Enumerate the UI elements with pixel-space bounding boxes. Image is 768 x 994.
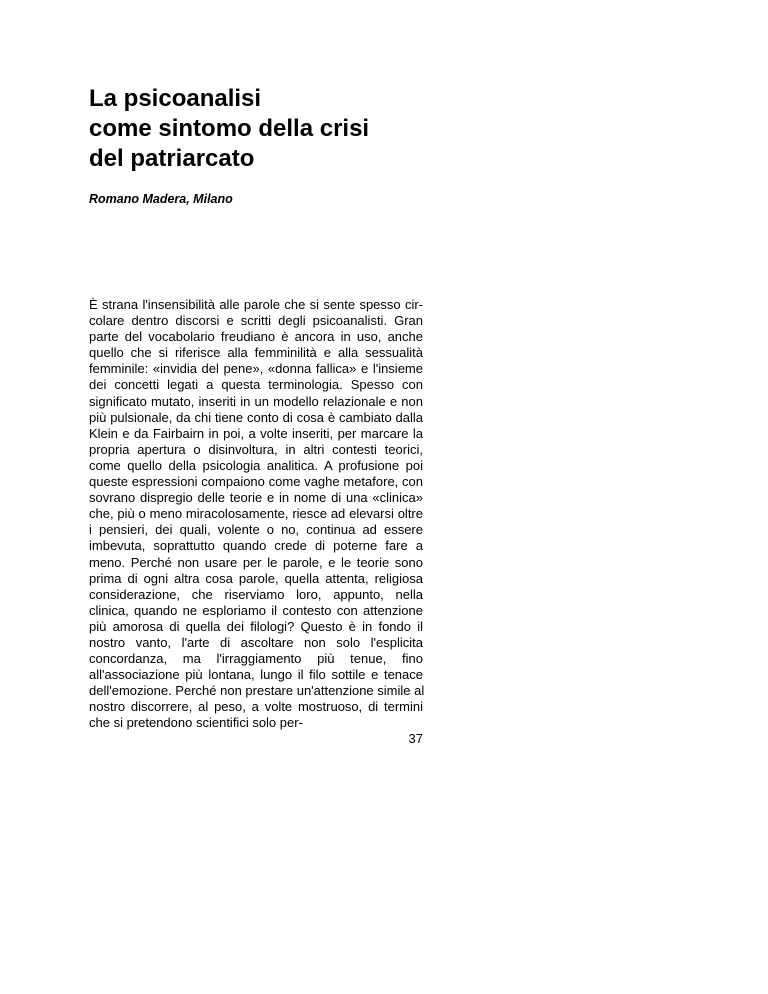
- article-body: [89, 297, 423, 732]
- body-text-line: significato mutato, inseriti in un modello relazionale e non: [89, 393, 423, 409]
- body-text-line: sovrano dispregio delle teorie e in nome di una «clinica»: [89, 490, 423, 506]
- body-text-line: che si pretendono scientifici solo per-: [89, 715, 303, 731]
- body-text-line: più amorosa di quella dei filologi? Questo è in fondo il: [89, 618, 423, 634]
- body-text-line: quello che si riferisce alla femminilità e alla sessualità: [89, 345, 423, 361]
- body-text-line: clinica, quando ne esploriamo il contesto con attenzione: [89, 602, 423, 618]
- body-text-line: È strana l'insensibilità alle parole che si sente spesso cir-: [89, 297, 423, 312]
- body-text-line: all'associazione più lontana, lungo il filo sottile e tenace: [89, 667, 423, 683]
- body-text-line: Klein e da Fairbairn in poi, a volte inseriti, per marcare la: [89, 425, 423, 441]
- body-text-line: dell'emozione. Perché non prestare un'attenzione simile al: [89, 683, 425, 699]
- page-number: 37: [408, 731, 423, 746]
- body-text-line: concordanza, ma l'irraggiamento più tenue, fino: [89, 651, 423, 667]
- title-line: del patriarcato: [89, 145, 255, 172]
- body-text-line: queste espressioni compaiono come vaghe metafore, con: [89, 474, 423, 490]
- body-text-line: come quello della psicologia analitica. A profusione poi: [89, 457, 423, 473]
- body-text-line: colare dentro discorsi e scritti degli psicoanalisti. Gran: [89, 313, 423, 329]
- body-text-line: nostro vanto, l'arte di ascoltare non solo l'esplicita: [89, 634, 423, 650]
- body-text-line: femminile: «invidia del pene», «donna fallica» e l'insieme: [89, 361, 423, 377]
- body-text-line: che, più o meno miracolosamente, riesce ad elevarsi oltre: [89, 506, 423, 522]
- body-text-line: i pensieri, dei quali, volente o no, continua ad essere: [89, 522, 423, 538]
- body-text-line: parte del vocabolario freudiano è ancora in uso, anche: [89, 329, 423, 345]
- body-text-line: prima di ogni altra cosa parole, quella attenta, religiosa: [89, 570, 423, 586]
- article-title: [89, 84, 449, 174]
- title-line: La psicoanalisi: [89, 85, 262, 112]
- body-text-line: più pulsionale, da chi tiene conto di cosa è cambiato dalla: [89, 409, 423, 425]
- body-text-line: imbevuta, soprattutto quando crede di poterne fare a: [89, 538, 423, 554]
- title-line: come sintomo della crisi: [89, 115, 370, 142]
- article-author: Romano Madera, Milano: [89, 192, 233, 206]
- body-text-line: meno. Perché non usare per le parole, e le teorie sono: [89, 554, 423, 570]
- body-text-line: considerazione, che riserviamo loro, appunto, nella: [89, 586, 423, 602]
- body-text-line: nostro discorrere, al peso, a volte mostruoso, di termini: [89, 699, 423, 715]
- body-text-line: dei concetti legati a questa terminologia. Spesso con: [89, 377, 423, 393]
- body-text-line: propria apertura o disinvoltura, in altri contesti teorici,: [89, 441, 423, 457]
